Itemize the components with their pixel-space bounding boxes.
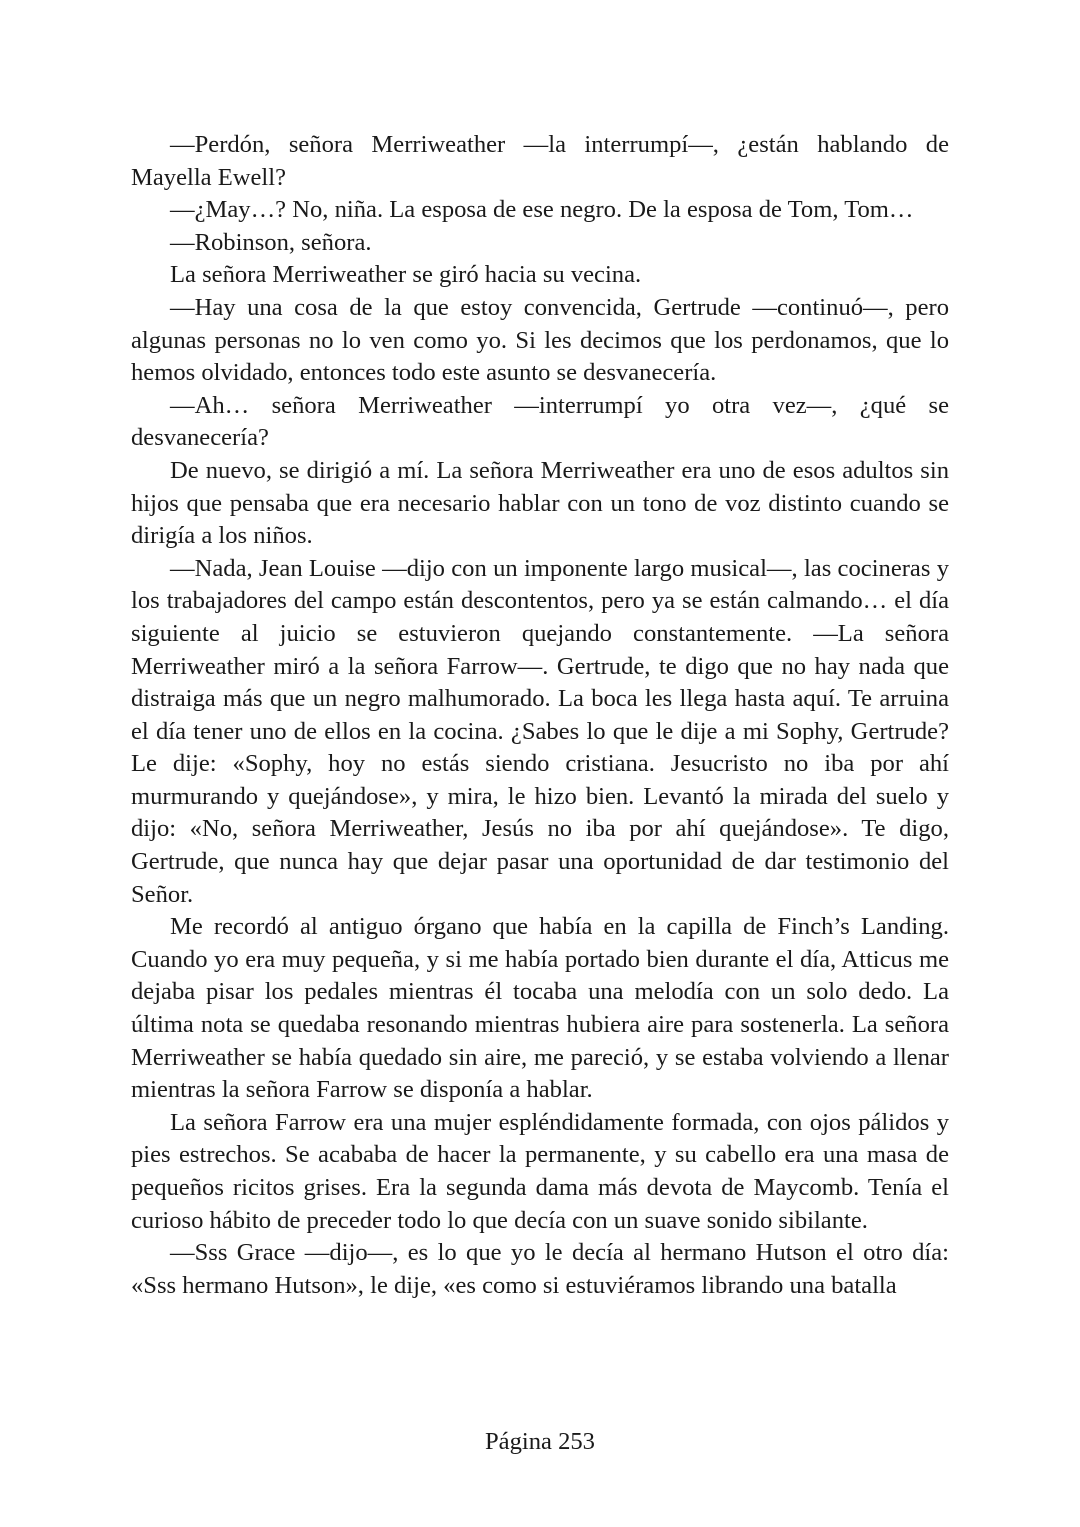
paragraph: La señora Merriweather se giró hacia su vecina. xyxy=(170,261,642,289)
paragraph: —Sss Grace —dijo—, es lo que yo le decía al hermano Hutson el otro día: «Sss hermano Hutson», le dije, «es como si estuviéramos librando una batalla xyxy=(131,1239,949,1299)
paragraph: La señora Farrow era una mujer espléndidamente formada, con ojos pálidos y pies estrechos. Se acababa de hacer la permanente, y su cabello era una masa de pequeños ricitos grises. Era la segunda dama más devota de Maycomb. Tenía el curioso hábito de preceder todo lo que decía con un suave sonido sibilante. xyxy=(131,1108,949,1234)
body-text xyxy=(131,129,949,1302)
paragraph: —Ah… señora Merriweather —interrumpí yo otra vez—, ¿qué se desvanecería? xyxy=(131,391,949,452)
paragraph: —Perdón, señora Merriweather —la interrumpí—, ¿están hablando de Mayella Ewell? xyxy=(131,131,949,191)
paragraph: Me recordó al antiguo órgano que había en la capilla de Finch’s Landing. Cuando yo era muy pequeña, y si me había portado bien durante el día, Atticus me dejaba pisar los pedales mientras él tocaba una melodía con un solo dedo. La última nota se quedaba resonando mientras hubiera aire para sostenerla. La señora Merriweather se había quedado sin aire, me pareció, y se estaba volviendo a llenar mientras la señora Farrow se disponía a hablar. xyxy=(131,913,949,1104)
page-number: Página 253 xyxy=(485,1428,595,1455)
paragraph: De nuevo, se dirigió a mí. La señora Merriweather era uno de esos adultos sin hijos que pensaba que era necesario hablar con un tono de voz distinto cuando se dirigía a los niños. xyxy=(131,456,949,550)
paragraph: —Hay una cosa de la que estoy convencida, Gertrude —continuó—, pero algunas personas no lo ven como yo. Si les decimos que los perdonamos, que lo hemos olvidado, entonces todo este asunto se desvanecería. xyxy=(131,293,949,387)
paragraph: —Robinson, señora. xyxy=(170,228,372,256)
paragraph: —Nada, Jean Louise —dijo con un imponente largo musical—, las cocineras y los trabajadores del campo están descontentos, pero ya se están calmando… el día siguiente al juicio se estuvieron quejando constantemente. —La señora Merriweather miró a la señora Farrow—. Gertrude, te digo que no hay nada que distraiga más que un negro malhumorado. La boca les llega hasta aquí. Te arruina el día tener uno de ellos en la cocina. ¿Sabes lo que le dije a mi Sophy, Gertrude? Le dije: «Sophy, hoy no estás siendo cristiana. Jesucristo no iba por ahí murmurando y quejándose», y mira, le hizo bien. Levantó la mirada del suelo y dijo: «No, señora Merriweather, Jesús no iba por ahí quejándose». Te digo, Gertrude, que nunca hay que dejar pasar una oportunidad de dar testimonio del Señor. xyxy=(131,554,949,908)
paragraph: —¿May…? No, niña. La esposa de ese negro. De la esposa de Tom, Tom… xyxy=(170,196,914,224)
